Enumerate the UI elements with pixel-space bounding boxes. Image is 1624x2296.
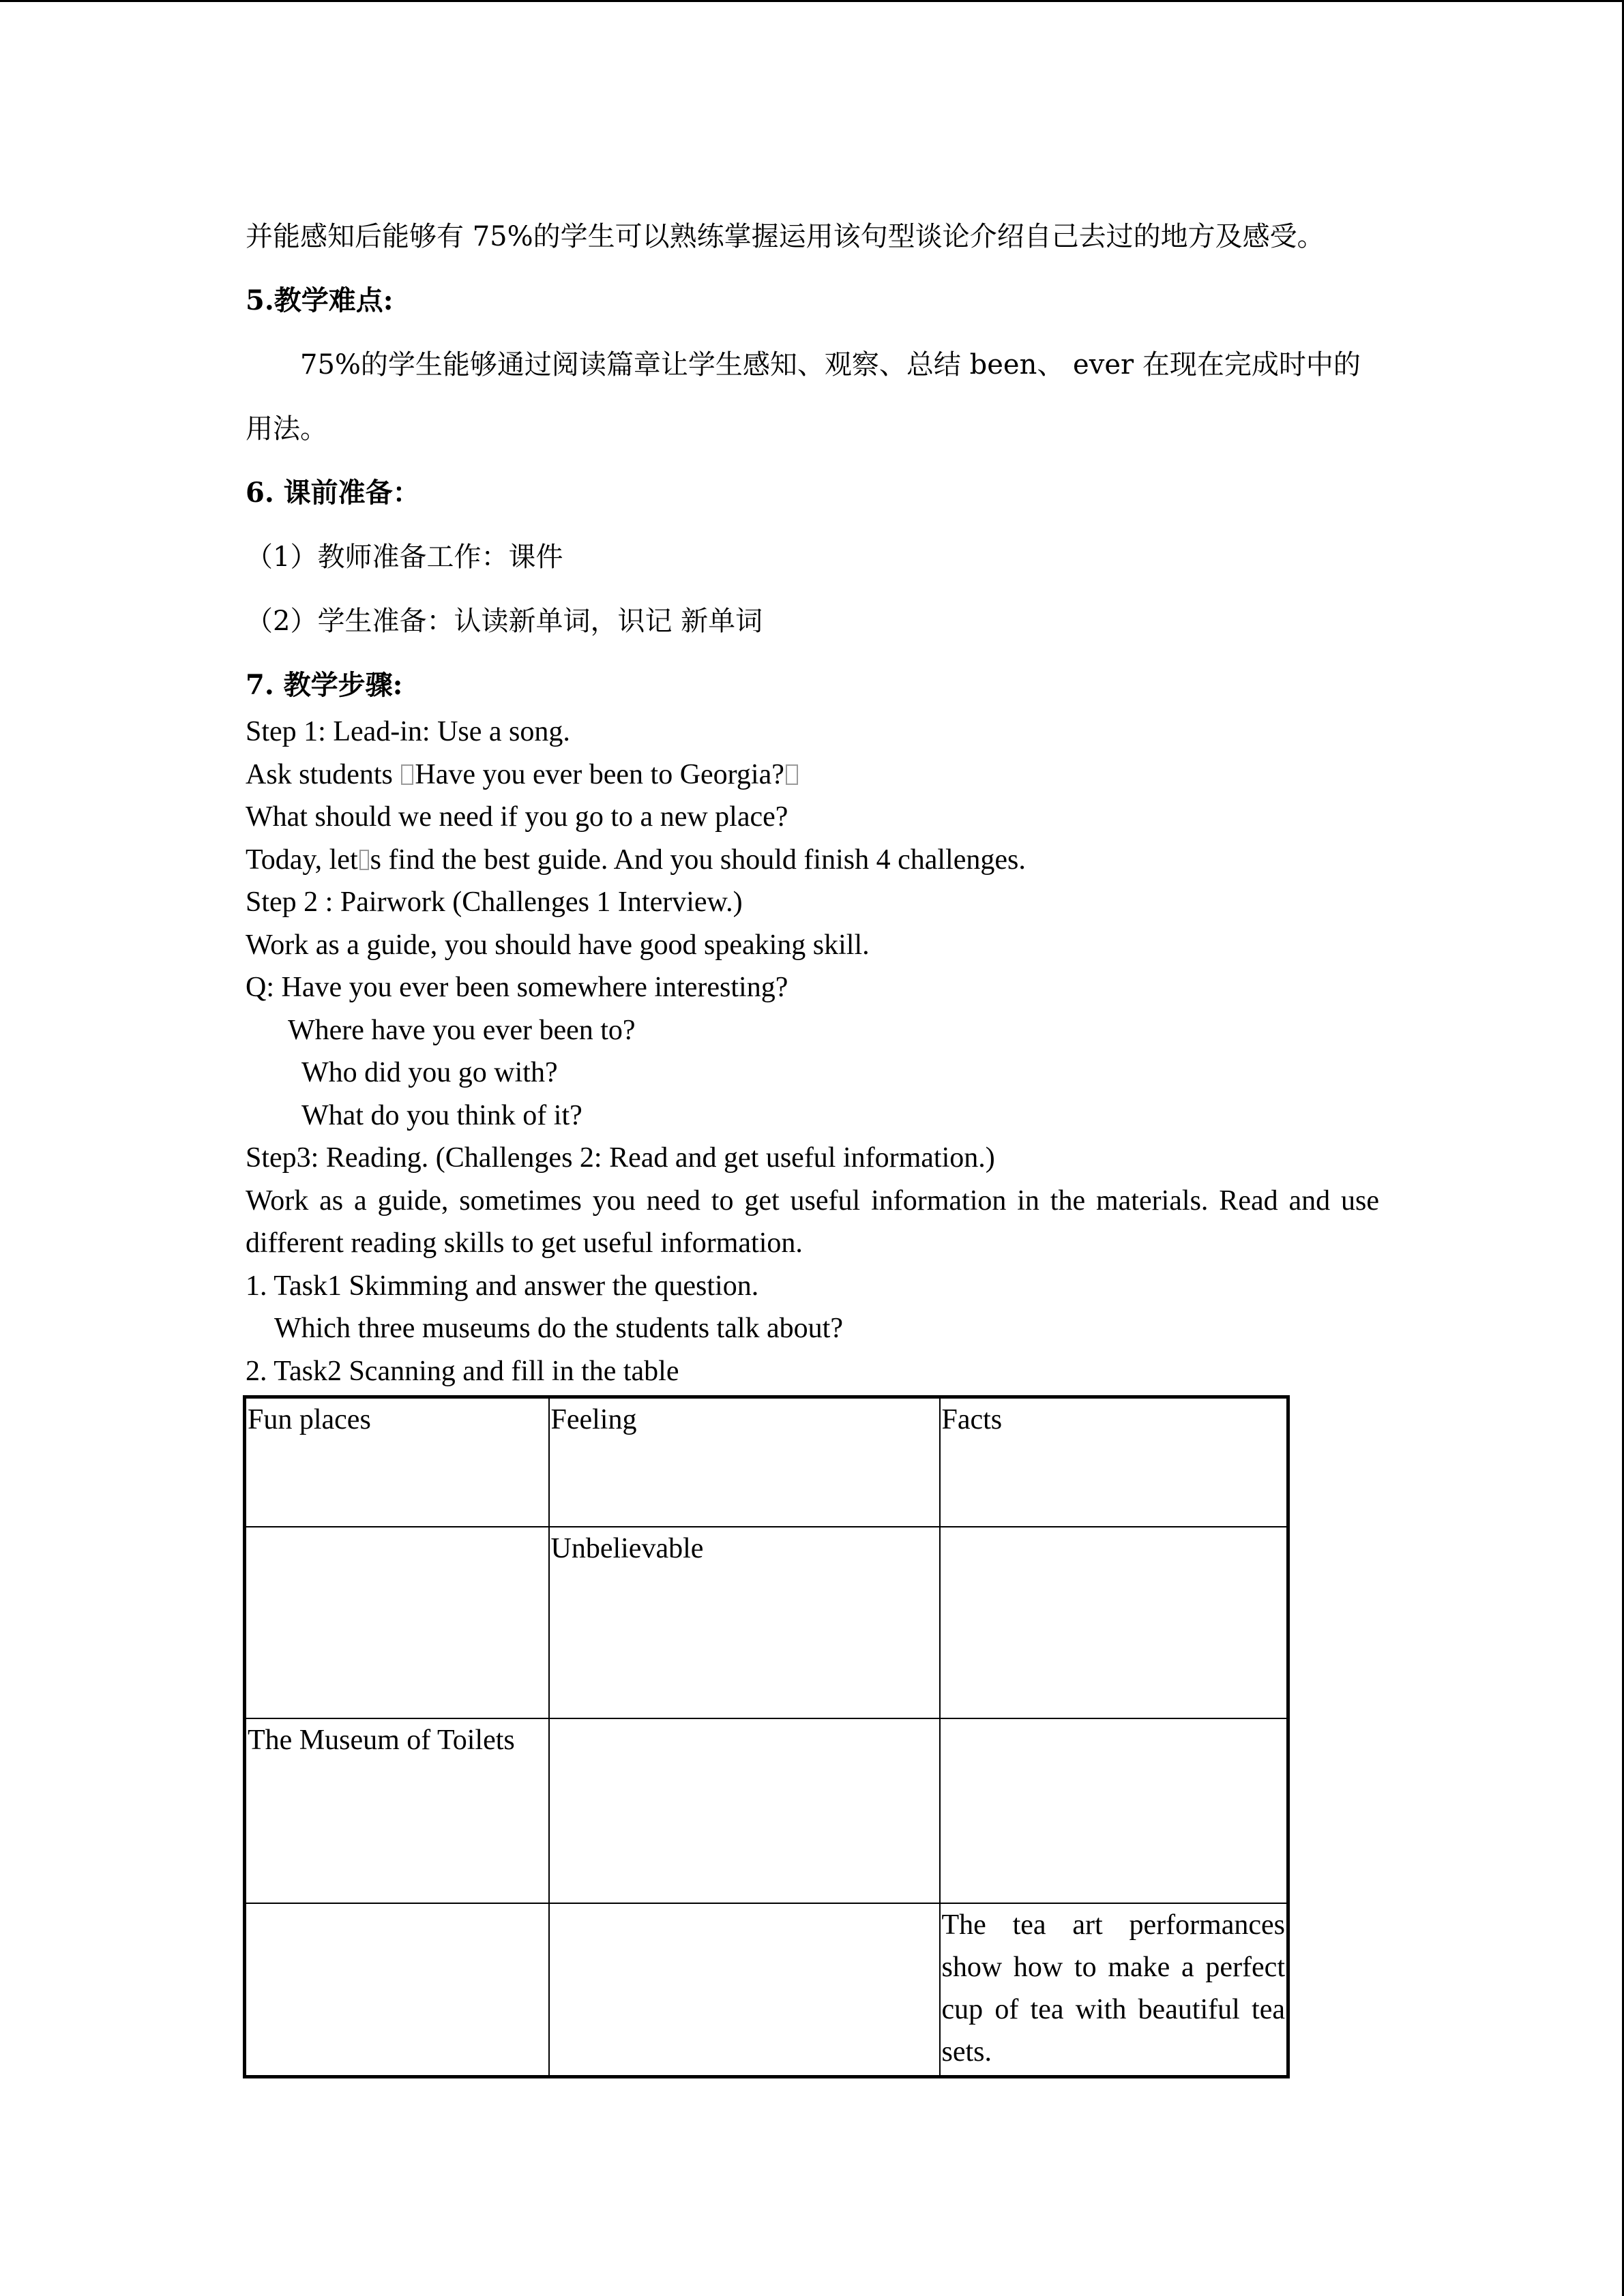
ask-students-line: [246, 754, 1379, 796]
table-cell: [549, 1718, 940, 1903]
missing-glyph-box: [786, 764, 798, 785]
ask-question: Have you ever been to Georgia?: [415, 758, 784, 790]
today-prefix: Today, let: [246, 844, 358, 876]
step3-line: Step3: Reading. (Challenges 2: Read and get useful information.): [246, 1142, 995, 1174]
section-5-heading: 5.教学难点:: [246, 284, 394, 316]
cell-feeling-unbelievable: Unbelievable: [549, 1527, 940, 1718]
table-cell: [245, 1527, 549, 1718]
reading-line-2: different reading skills to get useful information.: [246, 1227, 803, 1259]
section-7-heading: 7. 教学步骤:: [246, 669, 403, 701]
section-6-heading: 6. 课前准备：: [246, 477, 420, 509]
question-1: Q: Have you ever been somewhere interesting?: [246, 972, 788, 1003]
section-5-text-line1: 75%的学生能够通过阅读篇章让学生感知、观察、总结 been、 ever 在现在完成时中的: [300, 349, 1361, 381]
missing-glyph-box: [401, 764, 413, 785]
header-facts: Facts: [940, 1397, 1288, 1527]
task1-question: Which three museums do the students talk about?: [274, 1313, 843, 1344]
reading-line-1: Work as a guide, sometimes you need to get useful information in the materials. Read and use: [246, 1184, 1379, 1217]
header-feeling: Feeling: [549, 1397, 940, 1527]
ask-prefix: Ask students: [246, 758, 400, 790]
top-border-line: [0, 0, 1624, 2]
task1-line: 1. Task1 Skimming and answer the question.: [246, 1270, 759, 1302]
scanning-table: [243, 1395, 1290, 2078]
cell-museum-of-toilets: The Museum of Toilets: [245, 1718, 549, 1903]
today-line: [246, 839, 1379, 882]
table-cell: [245, 1903, 549, 2077]
table-cell: [940, 1527, 1288, 1718]
work-guide-line: Work as a guide, you should have good speaking skill.: [246, 929, 870, 961]
table-row: [245, 1527, 1288, 1718]
step2-line: Step 2 : Pairwork (Challenges 1 Interview.): [246, 886, 743, 918]
table-row: [245, 1718, 1288, 1903]
question-3: Who did you go with?: [301, 1057, 558, 1088]
task2-line: 2. Task2 Scanning and fill in the table: [246, 1355, 679, 1387]
today-suffix: s find the best guide. And you should finish 4 challenges.: [370, 844, 1026, 876]
table-row: [245, 1903, 1288, 2077]
table-header-row: [245, 1397, 1288, 1527]
intro-line: 并能感知后能够有 75%的学生可以熟练掌握运用该句型谈论介绍自己去过的地方及感受。: [246, 221, 1325, 252]
step1-line: Step 1: Lead-in: Use a song.: [246, 716, 570, 747]
header-fun-places: Fun places: [245, 1397, 549, 1527]
table-cell: [940, 1718, 1288, 1903]
section-6-item-2: （2）学生准备：认读新单词，识记 新单词: [246, 606, 763, 637]
question-4: What do you think of it?: [301, 1099, 582, 1131]
missing-glyph-box: [359, 850, 369, 870]
section-6-item-1: （1）教师准备工作：课件: [246, 541, 563, 573]
question-2: Where have you ever been to?: [288, 1014, 636, 1046]
cell-tea-art-fact: The tea art performances show how to make a perfect cup of tea with beautiful tea sets.: [940, 1903, 1288, 2077]
section-5-text-line2: 用法。: [246, 413, 327, 445]
table-cell: [549, 1903, 940, 2077]
teaching-steps: [246, 711, 1379, 1392]
what-need-line: What should we need if you go to a new place?: [246, 801, 788, 833]
document-page: [246, 205, 1379, 2078]
